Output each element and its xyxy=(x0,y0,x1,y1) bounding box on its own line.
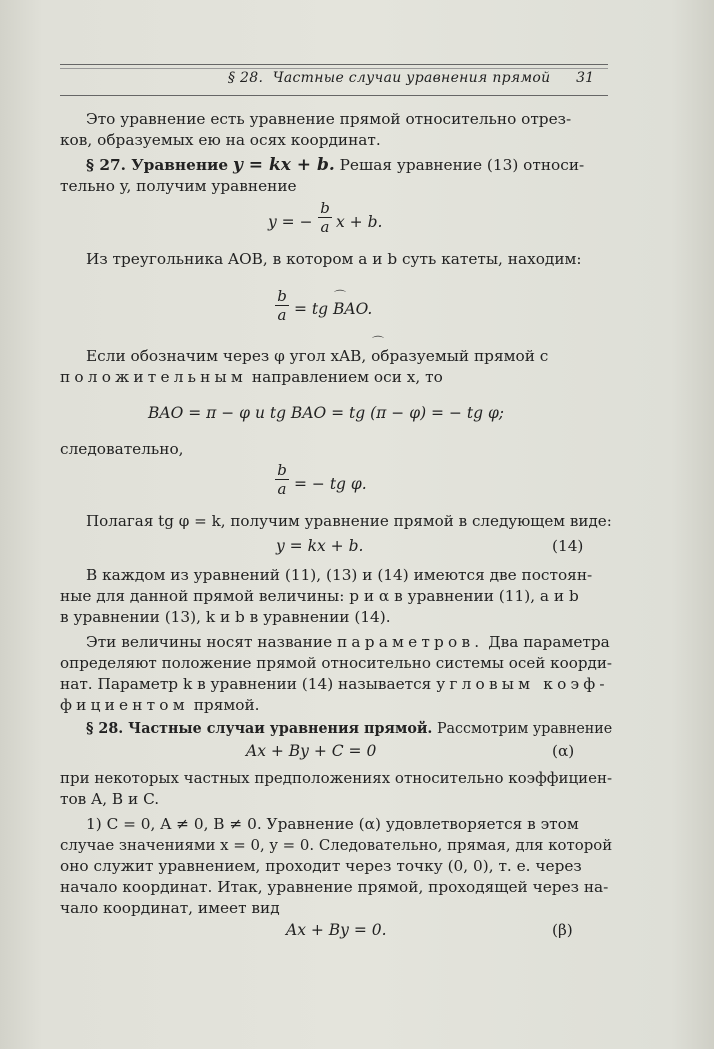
text-line: тельно y, получим уравнение xyxy=(60,177,297,195)
formula-2: = tg BAO. xyxy=(294,300,373,318)
text-line: 1) C = 0, A ≠ 0, B ≠ 0. Уравнение (α) удовлетворяется в этом xyxy=(86,815,579,833)
text-line: В каждом из уравнений (11), (13) и (14) имеются две постоян- xyxy=(86,566,593,584)
text-span: прямой. xyxy=(193,696,260,714)
section-27-line xyxy=(86,156,584,174)
fraction-numerator: b xyxy=(318,199,332,218)
text-line: Из треугольника AOB, в котором a и b суть катеты, находим: xyxy=(86,250,582,268)
text-line: случае значениями x = 0, y = 0. Следовательно, прямая, для которой xyxy=(60,836,613,854)
fraction xyxy=(275,287,289,324)
fraction xyxy=(275,461,289,498)
fraction-numerator: b xyxy=(275,461,289,480)
text-line: Это уравнение есть уравнение прямой относительно отрез- xyxy=(86,110,572,128)
text-span: Решая уравнение (13) относи- xyxy=(339,156,585,174)
text-line: начало координат. Итак, уравнение прямой, проходящей через на- xyxy=(60,878,609,896)
section-27-heading: § 27. Уравнение xyxy=(86,156,229,174)
fraction xyxy=(318,199,332,236)
formula-alpha: Ax + By + C = 0 xyxy=(246,742,377,760)
text-line xyxy=(60,696,260,714)
equation-number: (14) xyxy=(552,537,584,555)
text-span: Рассмотрим уравнение xyxy=(436,719,613,737)
section-28-line xyxy=(86,719,612,737)
text-line: ные для данной прямой величины: p и α в уравнении (11), a и b xyxy=(60,587,579,605)
text-line: Если обозначим через φ угол xAB, образуемый прямой с xyxy=(86,347,549,365)
text-line: при некоторых частных предположениях относительно коэффициен- xyxy=(60,769,613,787)
text-line: в уравнении (13), k и b в уравнении (14). xyxy=(60,608,391,626)
formula-14: y = kx + b. xyxy=(276,537,364,555)
angle-arc-mark: ⌒ xyxy=(334,289,347,303)
text-span: Два параметра xyxy=(488,633,610,651)
text-line: следовательно, xyxy=(60,440,184,458)
formula-1-left: y = − xyxy=(268,213,313,231)
text-line: Полагая tg φ = k, получим уравнение прямой в следующем виде: xyxy=(86,512,612,530)
running-header xyxy=(60,64,608,96)
text-span: направлением оси x, то xyxy=(251,368,443,386)
text-line: оно служит уравнением, проходит через точку (0, 0), т. е. через xyxy=(60,857,582,875)
formula-4: = − tg φ. xyxy=(294,475,367,493)
text-line xyxy=(60,675,609,693)
fraction-denominator: a xyxy=(320,218,330,236)
text-line: определяют положение прямой относительно системы осей коорди- xyxy=(60,654,613,672)
spaced-term: угловым коэф- xyxy=(436,675,609,693)
formula-3: BAO = π − φ и tg BAO = tg (π − φ) = − tg φ; xyxy=(148,404,505,422)
text-line: тов A, B и C. xyxy=(60,790,160,808)
section-28-heading: § 28. Частные случаи уравнения прямой. xyxy=(86,719,433,737)
spaced-term: параметров. xyxy=(337,633,484,651)
fraction-denominator: a xyxy=(277,480,287,498)
section-27-equation: y = kx + b. xyxy=(233,155,335,175)
fraction-numerator: b xyxy=(275,287,289,306)
fraction-denominator: a xyxy=(277,306,287,324)
equation-number: (α) xyxy=(552,742,575,760)
formula-beta: Ax + By = 0. xyxy=(286,921,387,939)
text-span: Эти величины носят название xyxy=(86,633,333,651)
spaced-term: положительным xyxy=(60,368,248,386)
text-line xyxy=(86,633,610,651)
header-rule xyxy=(60,68,608,69)
page-number: 31 xyxy=(576,70,594,86)
text-line xyxy=(60,368,443,386)
text-line: ков, образуемых ею на осях координат. xyxy=(60,131,381,149)
text-line: чало координат, имеет вид xyxy=(60,899,280,917)
formula-1-right: x + b. xyxy=(336,213,383,231)
spaced-term: фициентом xyxy=(60,696,189,714)
text-span: нат. Параметр k в уравнении (14) называется xyxy=(60,675,432,693)
header-title: § 28. Частные случаи уравнения прямой xyxy=(228,70,551,86)
equation-number: (β) xyxy=(552,921,573,939)
angle-arc-mark: ⌒ xyxy=(372,335,385,349)
